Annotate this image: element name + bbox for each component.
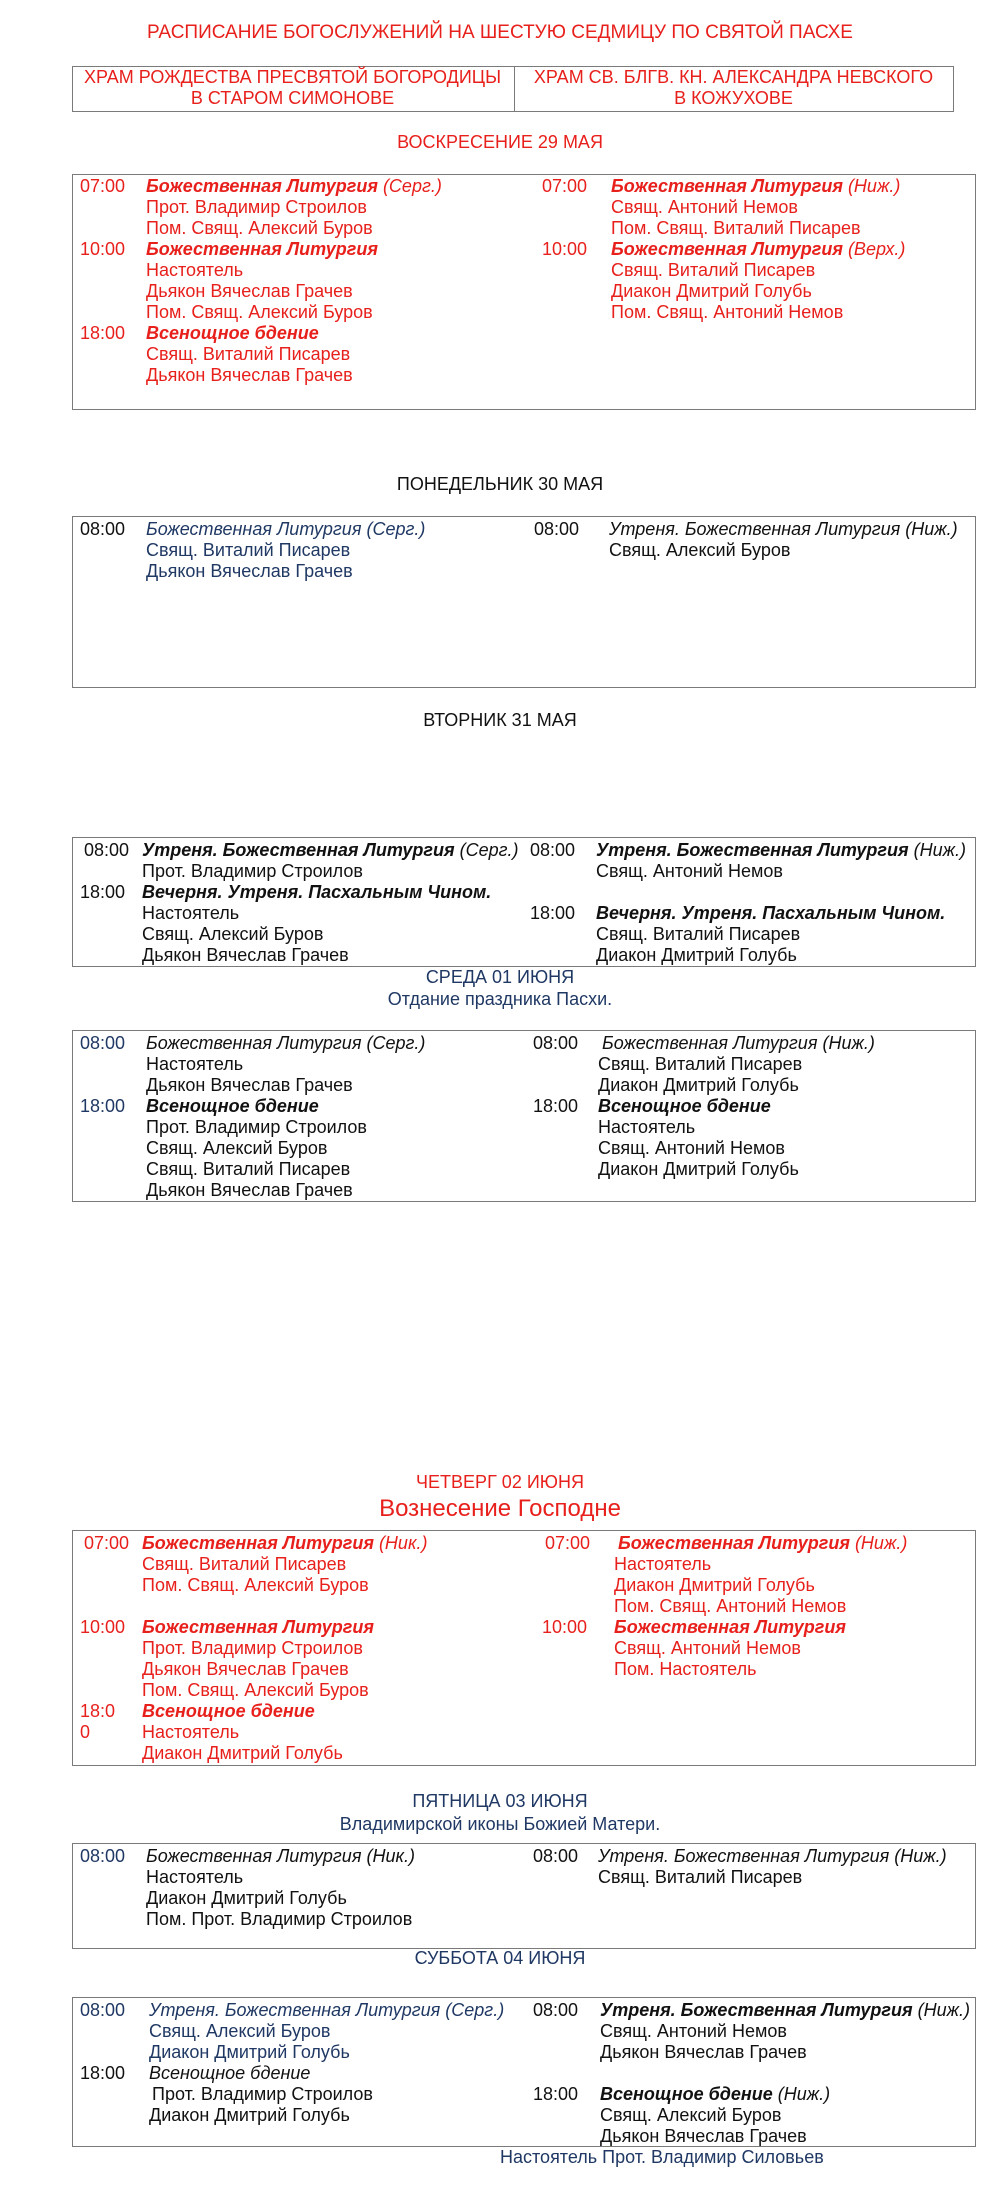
clergy: Дьякон Вячеслав Грачев	[146, 561, 353, 581]
time: 08:00	[80, 1846, 126, 1866]
clergy: Свящ. Антоний Немов	[600, 2021, 787, 2041]
time: 10:00	[80, 239, 126, 259]
clergy: Свящ. Виталий Писарев	[146, 540, 351, 560]
time: 08:00	[530, 840, 576, 860]
service-title: Всенощное бдение (Ниж.)	[600, 2084, 831, 2104]
clergy: Пом. Свящ. Алексий Буров	[146, 302, 373, 322]
rector-signature: Настоятель Прот. Владимир Силовьев	[500, 2147, 824, 2167]
clergy: Пом. Свящ. Алексий Буров	[146, 218, 373, 238]
day-heading-mon: ПОНЕДЕЛЬНИК 30 МАЯ	[396, 474, 604, 494]
service-title: Всенощное бдение	[146, 323, 319, 343]
clergy: Пом. Свящ. Антоний Немов	[614, 1596, 847, 1616]
church-left-line2: В СТАРОМ СИМОНОВЕ	[190, 88, 395, 108]
clergy: Настоятель	[142, 903, 240, 923]
clergy: Свящ. Алексий Буров	[600, 2105, 782, 2125]
clergy: Диакон Дмитрий Голубь	[596, 945, 797, 965]
clergy: Настоятель	[146, 260, 244, 280]
clergy: Дьякон Вячеслав Грачев	[142, 945, 349, 965]
service-title: Божественная Литургия	[142, 1617, 374, 1637]
feast-subtitle-wed: Отдание праздника Пасхи.	[387, 989, 613, 1009]
service-title: Всенощное бдение	[149, 2063, 311, 2083]
time: 08:00	[84, 840, 130, 860]
clergy: Пом. Прот. Владимир Строилов	[146, 1909, 413, 1929]
time: 08:00	[80, 2000, 126, 2020]
time: 10:00	[542, 239, 588, 259]
clergy: Настоятель	[146, 1054, 244, 1074]
clergy: Пом. Свящ. Алексий Буров	[142, 1575, 369, 1595]
clergy: Свящ. Виталий Писарев	[598, 1054, 803, 1074]
church-right-line1: ХРАМ СВ. БЛГВ. КН. АЛЕКСАНДРА НЕВСКОГО	[533, 67, 934, 87]
service-title: Всенощное бдение	[598, 1096, 771, 1116]
time: 08:00	[533, 2000, 579, 2020]
service-title: Всенощное бдение	[146, 1096, 319, 1116]
time: 07:00	[80, 176, 126, 196]
service-title: Вечерня. Утреня. Пасхальным Чином.	[142, 882, 492, 902]
time: 18:00	[80, 323, 126, 343]
clergy: Диакон Дмитрий Голубь	[149, 2105, 350, 2125]
clergy: Свящ. Антоний Немов	[596, 861, 783, 881]
clergy: Свящ. Виталий Писарев	[146, 1159, 351, 1179]
clergy: Дьякон Вячеслав Грачев	[146, 1180, 353, 1200]
clergy: Свящ. Виталий Писарев	[142, 1554, 347, 1574]
time: 07:00	[542, 176, 588, 196]
service-title: Божественная Литургия (Серг.)	[146, 519, 426, 539]
time: 10:00	[80, 1617, 126, 1637]
day-heading-tue: ВТОРНИК 31 МАЯ	[423, 710, 577, 730]
service-title: Божественная Литургия (Ник.)	[146, 1846, 415, 1866]
service-title: Божественная Литургия (Ниж.)	[618, 1533, 908, 1553]
clergy: Настоятель	[614, 1554, 712, 1574]
time-wrap: 0	[80, 1722, 91, 1742]
day-heading-sun: ВОСКРЕСЕНИЕ 29 МАЯ	[397, 132, 603, 152]
clergy: Свящ. Виталий Писарев	[596, 924, 801, 944]
clergy: Прот. Владимир Строилов	[142, 1638, 363, 1658]
church-right	[513, 67, 954, 109]
clergy: Диакон Дмитрий Голубь	[614, 1575, 815, 1595]
clergy: Дьякон Вячеслав Грачев	[146, 365, 353, 385]
clergy: Пом. Настоятель	[614, 1659, 757, 1679]
time: 07:00	[545, 1533, 591, 1553]
time: 08:00	[80, 1033, 126, 1053]
church-left	[72, 67, 513, 109]
clergy: Настоятель	[146, 1867, 244, 1887]
service-title: Утреня. Божественная Литургия (Ниж.)	[596, 840, 966, 860]
service-title: Божественная Литургия (Верх.)	[611, 239, 906, 259]
clergy: Свящ. Виталий Писарев	[598, 1867, 803, 1887]
clergy: Пом. Свящ. Антоний Немов	[611, 302, 844, 322]
time: 18:0	[80, 1701, 116, 1721]
clergy: Дьякон Вячеслав Грачев	[146, 281, 353, 301]
clergy: Свящ. Антоний Немов	[598, 1138, 785, 1158]
time: 18:00	[530, 903, 576, 923]
service-title: Утреня. Божественная Литургия (Ниж.)	[609, 519, 958, 539]
clergy: Диакон Дмитрий Голубь	[146, 1888, 347, 1908]
service-title: Божественная Литургия (Серг.)	[146, 1033, 426, 1053]
time: 08:00	[533, 1033, 579, 1053]
service-title: Божественная Литургия (Ниж.)	[611, 176, 901, 196]
clergy: Свящ. Антоний Немов	[611, 197, 798, 217]
clergy: Диакон Дмитрий Голубь	[598, 1075, 799, 1095]
feast-title-thu: Вознесение Господне	[379, 1495, 621, 1522]
time: 08:00	[80, 519, 126, 539]
service-title: Всенощное бдение	[142, 1701, 315, 1721]
service-title: Божественная Литургия (Ниж.)	[602, 1033, 875, 1053]
service-title: Божественная Литургия	[614, 1617, 846, 1637]
day-heading-fri: ПЯТНИЦА 03 ИЮНЯ	[412, 1791, 588, 1811]
service-title: Божественная Литургия (Серг.)	[146, 176, 442, 196]
time: 18:00	[80, 1096, 126, 1116]
clergy: Настоятель	[142, 1722, 240, 1742]
time: 18:00	[80, 882, 126, 902]
feast-subtitle-fri: Владимирской иконы Божией Матери.	[339, 1814, 661, 1834]
time: 08:00	[533, 1846, 579, 1866]
church-left-line1: ХРАМ РОЖДЕСТВА ПРЕСВЯТОЙ БОГОРОДИЦЫ	[83, 67, 502, 87]
clergy: Свящ. Виталий Писарев	[146, 344, 351, 364]
clergy: Свящ. Антоний Немов	[614, 1638, 801, 1658]
service-title: Божественная Литургия (Ник.)	[142, 1533, 428, 1553]
clergy: Пом. Свящ. Виталий Писарев	[611, 218, 861, 238]
page-title: РАСПИСАНИЕ БОГОСЛУЖЕНИЙ НА ШЕСТУЮ СЕДМИЦУ ПО СВЯТОЙ ПАСХЕ	[147, 22, 853, 43]
day-heading-wed: СРЕДА 01 ИЮНЯ	[425, 967, 575, 987]
clergy: Дьякон Вячеслав Грачев	[142, 1659, 349, 1679]
clergy: Дьякон Вячеслав Грачев	[600, 2126, 807, 2146]
day-heading-thu: ЧЕТВЕРГ 02 ИЮНЯ	[416, 1472, 584, 1492]
service-title: Утреня. Божественная Литургия (Ниж.)	[598, 1846, 947, 1866]
clergy: Прот. Владимир Строилов	[142, 861, 363, 881]
clergy: Свящ. Алексий Буров	[146, 1138, 328, 1158]
clergy: Свящ. Алексий Буров	[609, 540, 791, 560]
clergy: Дьякон Вячеслав Грачев	[600, 2042, 807, 2062]
church-right-line2: В КОЖУХОВЕ	[674, 88, 793, 108]
clergy: Пом. Свящ. Алексий Буров	[142, 1680, 369, 1700]
service-title: Утреня. Божественная Литургия (Серг.)	[142, 840, 519, 860]
day-heading-sat: СУББОТА 04 ИЮНЯ	[414, 1948, 586, 1968]
time: 07:00	[84, 1533, 130, 1553]
clergy: Настоятель	[598, 1117, 696, 1137]
clergy: Прот. Владимир Строилов	[146, 197, 367, 217]
time: 18:00	[80, 2063, 126, 2083]
service-title: Утреня. Божественная Литургия (Ниж.)	[600, 2000, 970, 2020]
clergy: Свящ. Алексий Буров	[142, 924, 324, 944]
clergy: Прот. Владимир Строилов	[146, 1117, 367, 1137]
clergy: Дьякон Вячеслав Грачев	[146, 1075, 353, 1095]
service-title: Утреня. Божественная Литургия (Серг.)	[149, 2000, 505, 2020]
clergy: Диакон Дмитрий Голубь	[149, 2042, 350, 2062]
time: 18:00	[533, 1096, 579, 1116]
service-title: Вечерня. Утреня. Пасхальным Чином.	[596, 903, 946, 923]
clergy: Диакон Дмитрий Голубь	[611, 281, 812, 301]
clergy: Прот. Владимир Строилов	[152, 2084, 373, 2104]
clergy: Свящ. Виталий Писарев	[611, 260, 816, 280]
time: 10:00	[542, 1617, 588, 1637]
time: 18:00	[533, 2084, 579, 2104]
service-title: Божественная Литургия	[146, 239, 378, 259]
clergy: Свящ. Алексий Буров	[149, 2021, 331, 2041]
clergy: Диакон Дмитрий Голубь	[598, 1159, 799, 1179]
clergy: Диакон Дмитрий Голубь	[142, 1743, 343, 1763]
time: 08:00	[534, 519, 580, 539]
